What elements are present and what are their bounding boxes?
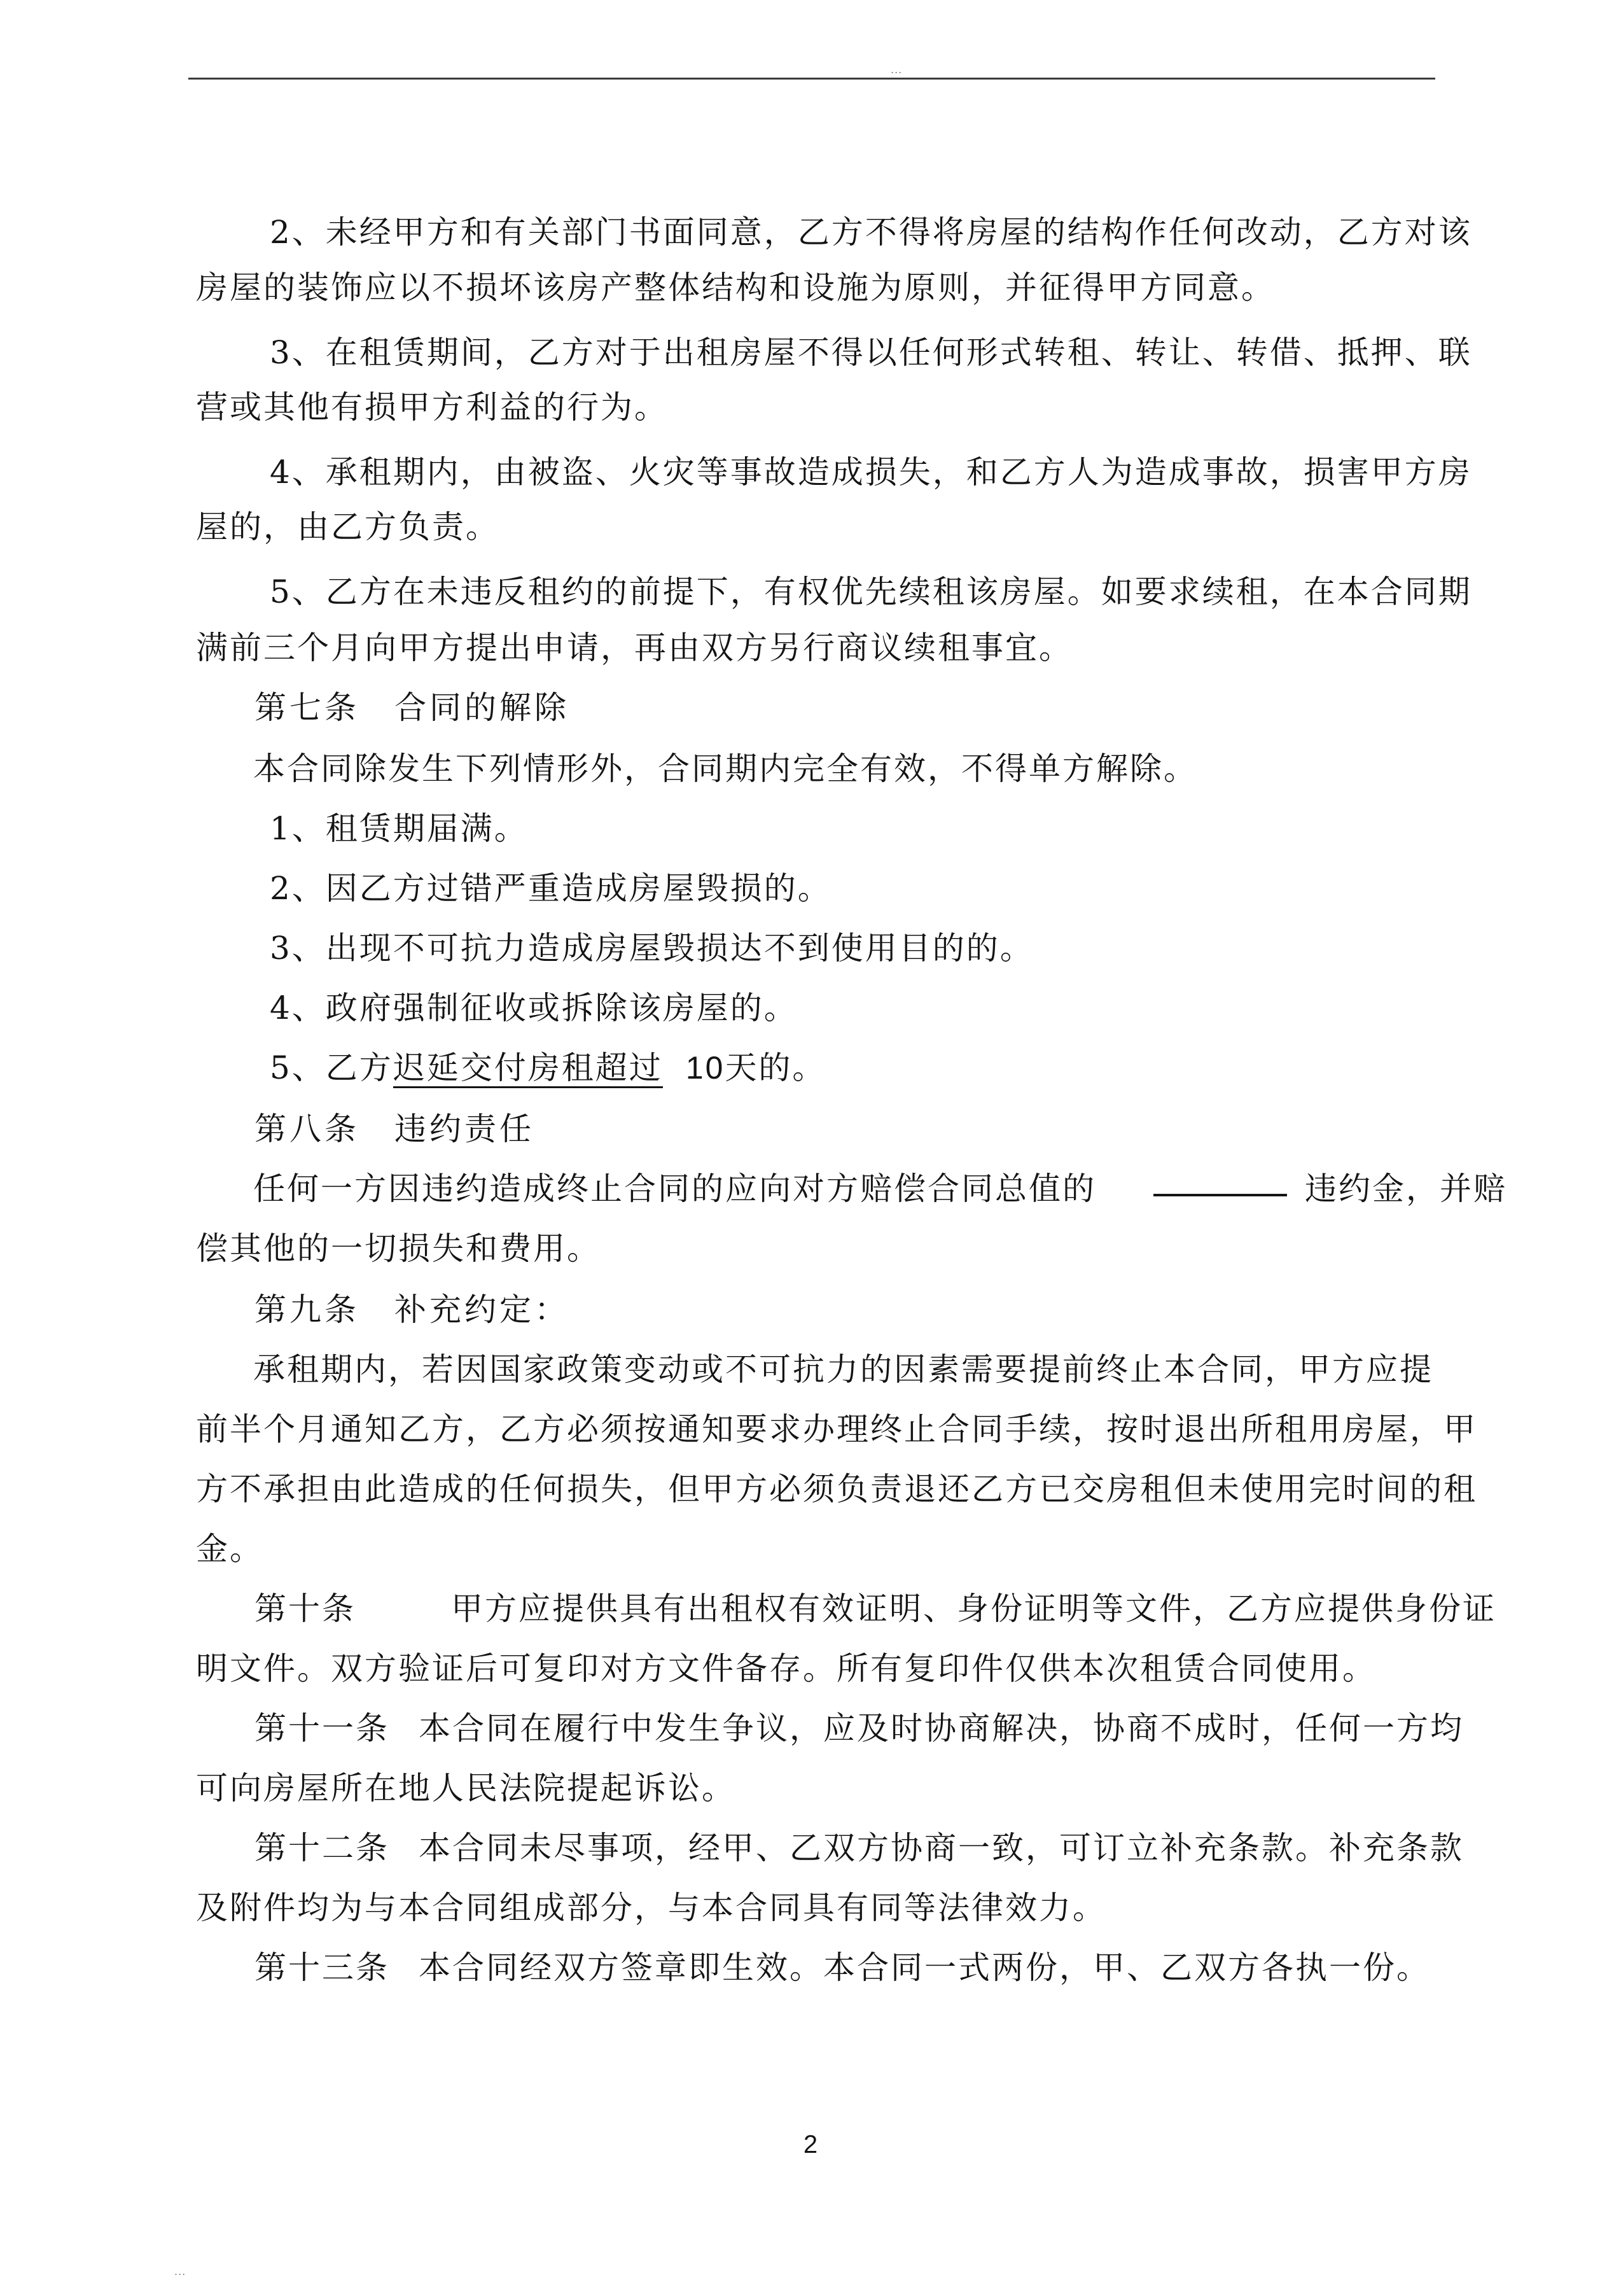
article-12-line-1 bbox=[254, 1829, 1464, 1867]
article-7-intro: 本合同除发生下列情形外，合同期内完全有效，不得单方解除。 bbox=[253, 750, 1197, 787]
termination-item-3: 3、出现不可抗力造成房屋毁损达不到使用目的的。 bbox=[270, 930, 1034, 967]
article-13-line-1 bbox=[254, 1949, 1430, 1987]
article-9-title: 第九条 补充约定： bbox=[254, 1291, 569, 1328]
article-7-title: 第七条 合同的解除 bbox=[254, 689, 569, 726]
termination-item-4: 4、政府强制征收或拆除该房屋的。 bbox=[270, 990, 798, 1026]
penalty-blank bbox=[1153, 1186, 1287, 1196]
clause-2-line-1: 2、未经甲方和有关部门书面同意，乙方不得将房屋的结构作任何改动，乙方对该 bbox=[270, 214, 1472, 251]
article-10-line-2: 明文件。双方验证后可复印对方文件备存。所有复印件仅供本次租赁合同使用。 bbox=[196, 1650, 1376, 1687]
item-5-suffix: 天的。 bbox=[725, 1049, 826, 1086]
clause-3-line-2: 营或其他有损甲方利益的行为。 bbox=[196, 389, 668, 426]
article-12-text: 本合同未尽事项，经甲、乙双方协商一致，可订立补充条款。补充条款 bbox=[419, 1830, 1464, 1866]
page-number: 2 bbox=[803, 2131, 818, 2159]
footer-dots: ... bbox=[174, 2265, 186, 2278]
clause-5-line-2: 满前三个月向甲方提出申请，再由双方另行商议续租事宜。 bbox=[196, 629, 1073, 666]
clause-2-line-2: 房屋的装饰应以不损坏该房产整体结构和设施为原则，并征得甲方同意。 bbox=[196, 269, 1275, 306]
clause-5-line-1: 5、乙方在未违反租约的前提下，有权优先续租该房屋。如要求续租，在本合同期 bbox=[270, 573, 1472, 610]
clause-3-line-1: 3、在租赁期间，乙方对于出租房屋不得以任何形式转租、转让、转借、抵押、联 bbox=[270, 334, 1472, 371]
article-11-line-2: 可向房屋所在地人民法院提起诉讼。 bbox=[196, 1770, 735, 1807]
article-10-label: 第十条 bbox=[254, 1590, 356, 1627]
article-9-line-1: 承租期内，若因国家政策变动或不可抗力的因素需要提前终止本合同，甲方应提 bbox=[253, 1351, 1433, 1388]
header-dots: ... bbox=[891, 64, 903, 76]
article-13-label: 第十三条 bbox=[254, 1949, 389, 1986]
article-9-line-2: 前半个月通知乙方，乙方必须按通知要求办理终止合同手续，按时退出所租用房屋，甲 bbox=[196, 1411, 1477, 1448]
article-11-text: 本合同在履行中发生争议，应及时协商解决，协商不成时，任何一方均 bbox=[419, 1710, 1464, 1747]
article-12-line-2: 及附件均为与本合同组成部分，与本合同具有同等法律效力。 bbox=[196, 1889, 1106, 1926]
header-rule bbox=[188, 78, 1435, 80]
item-5-underlined: 迟延交付房租超过 bbox=[393, 1049, 663, 1088]
clause-4-line-1: 4、承租期内，由被盗、火灾等事故造成损失，和乙方人为造成事故，损害甲方房 bbox=[270, 454, 1472, 491]
termination-item-1: 1、租赁期届满。 bbox=[270, 810, 528, 847]
article-11-line-1 bbox=[254, 1709, 1464, 1747]
article-10-line-1 bbox=[254, 1590, 1496, 1628]
article-9-line-4: 金。 bbox=[196, 1530, 263, 1567]
clause-4-line-2: 屋的，由乙方负责。 bbox=[196, 508, 499, 545]
termination-item-2: 2、因乙方过错严重造成房屋毁损的。 bbox=[270, 870, 831, 907]
article-10-text: 甲方应提供具有出租权有效证明、身份证明等文件，乙方应提供身份证 bbox=[451, 1590, 1496, 1627]
article-12-label: 第十二条 bbox=[254, 1830, 389, 1866]
article-11-label: 第十一条 bbox=[254, 1710, 389, 1747]
article-8-text-before: 任何一方因违约造成终止合同的应向对方赔偿合同总值的 bbox=[253, 1170, 1096, 1207]
article-13-text: 本合同经双方签章即生效。本合同一式两份，甲、乙双方各执一份。 bbox=[419, 1949, 1430, 1986]
article-8-line-1 bbox=[253, 1170, 1507, 1208]
article-9-line-3: 方不承担由此造成的任何损失，但甲方必须负责退还乙方已交房租但未使用完时间的租 bbox=[196, 1471, 1477, 1508]
item-5-days: 10 bbox=[685, 1050, 725, 1086]
item-5-prefix: 5、乙方 bbox=[270, 1049, 393, 1086]
article-8-title: 第八条 违约责任 bbox=[254, 1110, 534, 1147]
article-8-line-2: 偿其他的一切损失和费用。 bbox=[196, 1230, 601, 1267]
article-8-text-after: 违约金，并赔 bbox=[1305, 1170, 1507, 1207]
termination-item-5 bbox=[270, 1049, 826, 1087]
